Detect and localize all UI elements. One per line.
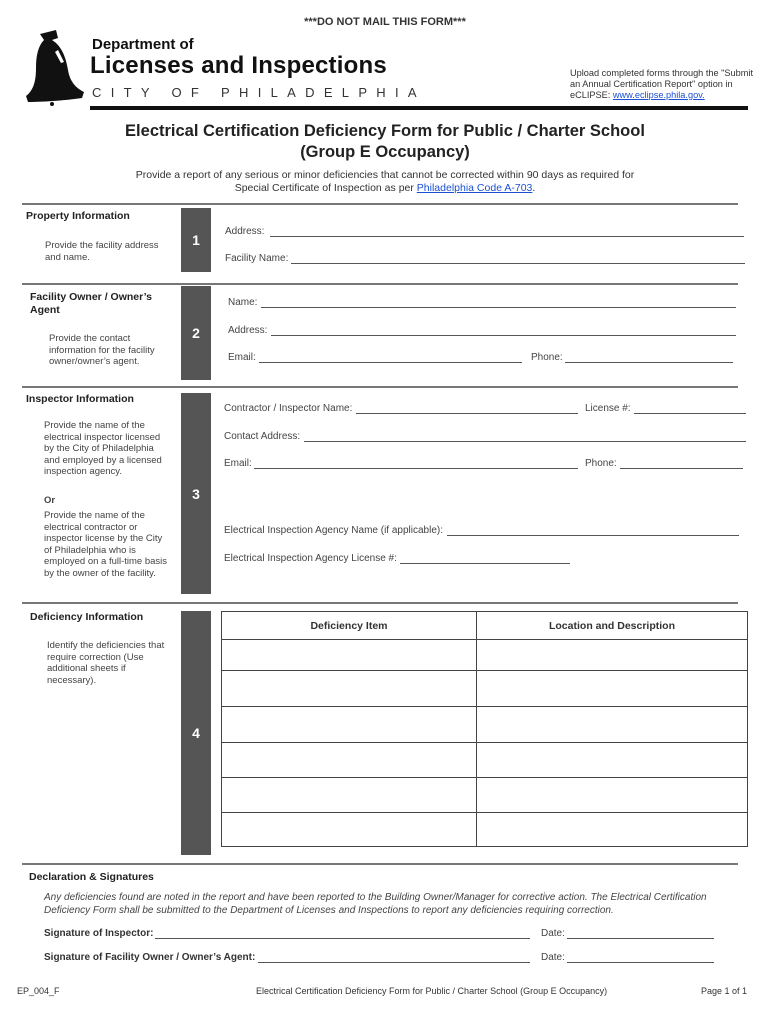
location-description-cell[interactable] [477,640,748,671]
deficiency-item-cell[interactable] [222,813,477,847]
table-row [222,813,748,847]
upload-instructions [570,68,760,101]
section3-description1: Provide the name of the electrical inspector licensed by the City of Philadelphia and employed by a licensed inspection agency. [44,420,162,477]
owner-signature-label: Signature of Facility Owner / Owner’s Agent: [44,952,256,963]
do-not-mail-notice: ***DO NOT MAIL THIS FORM*** [304,16,466,28]
form-code: EP_004_F [17,986,60,996]
deficiency-item-cell[interactable] [222,671,477,707]
contractor-name-field[interactable] [356,413,578,414]
table-row [222,778,748,813]
owner-name-label: Name: [228,297,258,308]
contractor-name-label: Contractor / Inspector Name: [224,403,353,414]
table-row [222,707,748,743]
intro-paragraph [0,169,770,195]
section4-rule [22,602,738,604]
deficiency-item-cell[interactable] [222,743,477,778]
header-divider [90,106,748,110]
owner-signature-field[interactable] [258,962,530,963]
agency-name-field[interactable] [447,535,739,536]
owner-date-field[interactable] [567,962,714,963]
owner-date-label: Date: [541,952,565,963]
location-description-header: Location and Description [477,612,748,640]
declaration-rule [22,863,738,865]
inspector-date-field[interactable] [567,938,714,939]
section1-description: Provide the facility address and name. [45,240,159,263]
section2-number-badge: 2 [181,286,211,380]
facility-name-field[interactable] [291,263,745,264]
intro-line1: Provide a report of any serious or minor deficiencies that cannot be corrected within 90 days as required for [135,169,635,181]
deficiency-table-header [222,612,748,640]
license-label: License #: [585,403,631,414]
contact-address-label: Contact Address: [224,431,301,442]
section2-description: Provide the contact information for the facility owner/owner’s agent. [49,333,155,367]
contact-address-field[interactable] [304,441,746,442]
owner-email-field[interactable] [259,362,522,363]
owner-address-label: Address: [228,325,268,336]
page-number: Page 1 of 1 [701,986,748,996]
section3-number-badge: 3 [181,393,211,594]
deficiency-item-cell[interactable] [222,707,477,743]
eclipse-link[interactable]: www.eclipse.phila.gov. [612,90,705,100]
section3-description2: Provide the name of the electrical contractor or inspector license by the City of Philadelphia who is employed on a full-time basis by the owner of the facility. [44,510,168,579]
location-description-cell[interactable] [477,813,748,847]
license-field[interactable] [634,413,746,414]
deficiency-table [221,611,748,847]
owner-phone-field[interactable] [565,362,733,363]
footer-title: Electrical Certification Deficiency Form for Public / Charter School (Group E Occupancy) [256,986,608,996]
form-title-line2: (Group E Occupancy) [300,143,470,161]
declaration-text: Any deficiencies found are noted in the report and have been reported to the Building Owner/Manager for corrective action. The Electrical Certification Deficiency Form shall be submitted to the Department of Licenses and Inspections to report any deficiencies requiring correction. [44,892,707,916]
location-description-cell[interactable] [477,743,748,778]
deficiency-item-cell[interactable] [222,778,477,813]
liberty-bell-logo-icon [22,28,88,106]
inspector-phone-field[interactable] [620,468,743,469]
deficiency-item-cell[interactable] [222,640,477,671]
dept-of-label: Department of [92,36,194,53]
inspector-email-field[interactable] [254,468,578,469]
facility-name-label: Facility Name: [225,253,289,264]
location-description-cell[interactable] [477,778,748,813]
location-description-cell[interactable] [477,707,748,743]
owner-name-field[interactable] [261,307,736,308]
section2-heading: Facility Owner / Owner’s Agent [30,291,152,316]
section4-number-badge: 4 [181,611,211,855]
form-title [0,121,770,163]
section3-or: Or [44,495,56,506]
dept-name-logo: Licenses and Inspections [90,52,387,79]
agency-license-label: Electrical Inspection Agency License #: [224,553,397,564]
owner-address-field[interactable] [271,335,736,336]
table-row [222,743,748,778]
table-row [222,671,748,707]
inspector-signature-label: Signature of Inspector: [44,928,154,939]
agency-license-field[interactable] [400,563,570,564]
inspector-email-label: Email: [224,458,252,469]
section3-heading: Inspector Information [26,393,134,405]
table-row [222,640,748,671]
inspector-phone-label: Phone: [585,458,617,469]
address-field[interactable] [270,236,744,237]
section4-heading: Deficiency Information [30,611,144,623]
section1-number-badge: 1 [181,208,211,272]
address-label: Address: [225,226,265,237]
inspector-signature-field[interactable] [155,938,530,939]
section3-rule [22,386,738,388]
location-description-cell[interactable] [477,671,748,707]
owner-email-label: Email: [228,352,256,363]
owner-phone-label: Phone: [531,352,563,363]
section4-description: Identify the deficiencies that require correction (Use additional sheets if necessary). [47,640,165,686]
deficiency-item-header: Deficiency Item [222,612,477,640]
section2-rule [22,283,738,285]
section1-rule [22,203,738,205]
upload-text: Upload completed forms through the "Submit an Annual Certification Report" option in eCLIPSE: [570,68,754,100]
section1-heading: Property Information [26,210,130,222]
agency-name-label: Electrical Inspection Agency Name (if applicable): [224,525,443,536]
declaration-heading: Declaration & Signatures [29,871,154,883]
intro-period: . [532,182,536,194]
city-of-philadelphia-label: CITY OF PHILADELPHIA [92,85,426,100]
form-title-line1: Electrical Certification Deficiency Form for Public / Charter School [125,122,645,140]
inspector-date-label: Date: [541,928,565,939]
philadelphia-code-link[interactable]: Philadelphia Code A-703 [416,182,533,194]
intro-line2: Special Certificate of Inspection as per [234,182,414,194]
